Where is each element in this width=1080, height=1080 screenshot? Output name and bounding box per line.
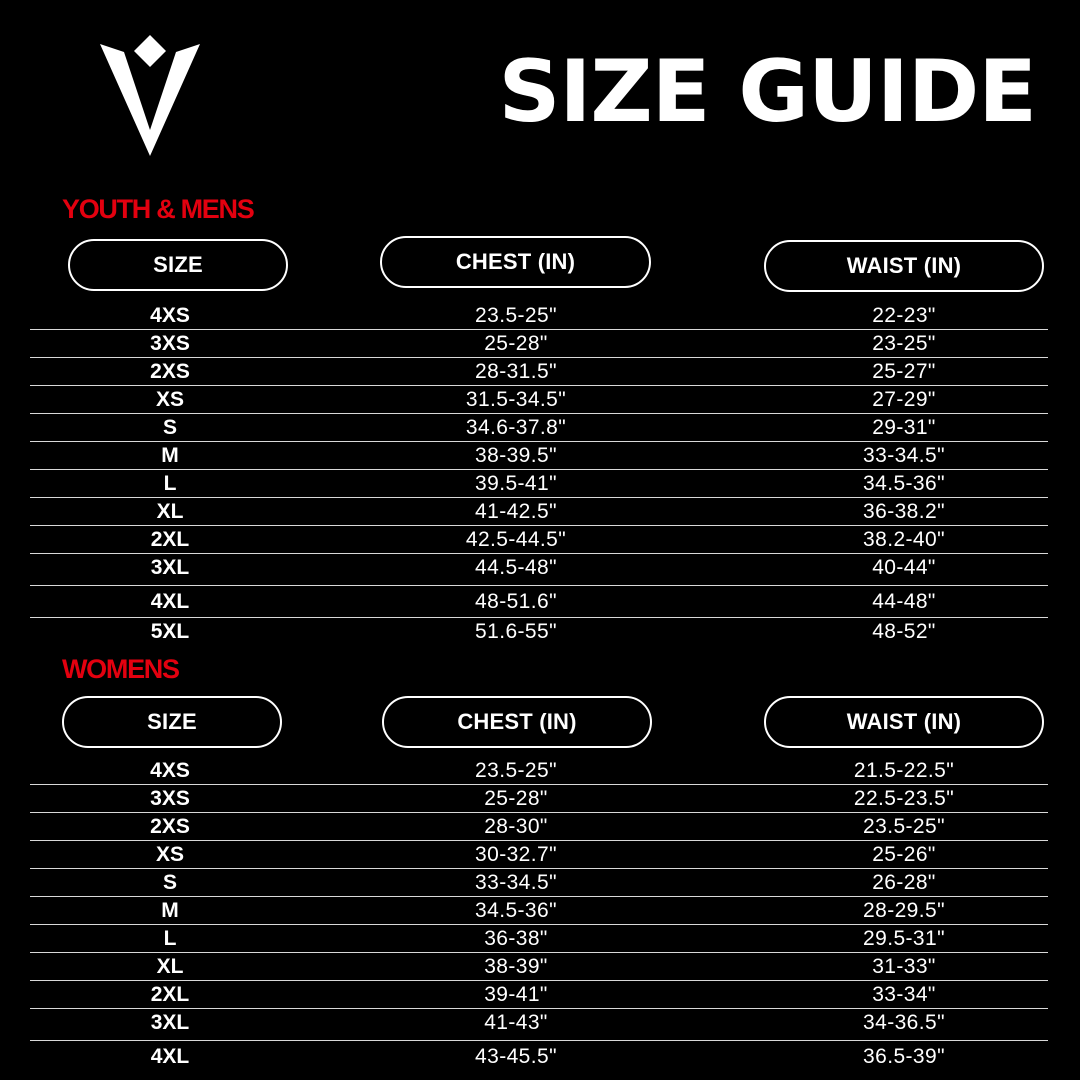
waist-cell: 23.5-25" <box>863 815 945 838</box>
waist-cell: 23-25" <box>872 332 936 355</box>
table-row <box>30 526 1048 554</box>
size-cell: L <box>163 472 177 495</box>
waist-cell: 44-48" <box>872 590 936 613</box>
size-cell: M <box>161 444 179 467</box>
waist-cell: 38.2-40" <box>863 528 945 551</box>
size-cell: XS <box>155 843 184 866</box>
section-title: WOMENS <box>62 654 179 684</box>
chest-cell: 23.5-25" <box>475 304 557 327</box>
size-cell: 3XS <box>150 332 190 355</box>
chest-cell: 44.5-48" <box>475 556 557 579</box>
brand-chevron-logo-icon <box>96 32 204 160</box>
chest-cell: 31.5-34.5" <box>465 388 567 411</box>
table-row <box>30 757 1048 785</box>
waist-cell: 22-23" <box>872 304 936 327</box>
size-cell: 2XL <box>150 528 190 551</box>
chest-cell: 25-28" <box>484 787 548 810</box>
size-cell: 2XS <box>150 360 190 383</box>
chest-cell: 30-32.7" <box>475 843 557 866</box>
waist-cell: 33-34" <box>872 983 936 1006</box>
column-header-waist: WAIST (IN) <box>764 696 1044 748</box>
chest-cell: 38-39.5" <box>475 444 557 467</box>
table-row <box>30 386 1048 414</box>
waist-cell: 25-27" <box>872 360 936 383</box>
waist-cell: 34.5-36" <box>863 472 945 495</box>
waist-cell: 21.5-22.5" <box>853 759 955 782</box>
table-row <box>30 813 1048 841</box>
table-row <box>30 1009 1048 1041</box>
waist-cell: 48-52" <box>872 620 936 643</box>
chest-cell: 41-42.5" <box>475 500 557 523</box>
table-row <box>30 869 1048 897</box>
size-cell: 4XS <box>150 304 190 327</box>
chest-cell: 48-51.6" <box>475 590 557 613</box>
chest-cell: 36-38" <box>484 927 548 950</box>
size-cell: S <box>162 416 177 439</box>
table-row <box>30 330 1048 358</box>
page-title: SIZE GUIDE <box>498 42 1036 142</box>
waist-cell: 36.5-39" <box>863 1045 945 1068</box>
waist-cell: 36-38.2" <box>863 500 945 523</box>
table-row <box>30 785 1048 813</box>
waist-cell: 31-33" <box>872 955 936 978</box>
table-row <box>30 618 1048 646</box>
size-cell: S <box>162 871 177 894</box>
size-cell: 4XS <box>150 759 190 782</box>
table-row <box>30 442 1048 470</box>
size-cell: 2XL <box>150 983 190 1006</box>
waist-cell: 33-34.5" <box>863 444 945 467</box>
column-header-chest: CHEST (IN) <box>380 236 651 288</box>
size-cell: L <box>163 927 177 950</box>
size-cell: 4XL <box>150 590 190 613</box>
waist-cell: 28-29.5" <box>863 899 945 922</box>
waist-cell: 29-31" <box>872 416 936 439</box>
size-cell: M <box>161 899 179 922</box>
table-row <box>30 302 1048 330</box>
column-header-size: SIZE <box>62 696 282 748</box>
chest-cell: 39.5-41" <box>475 472 557 495</box>
waist-cell: 40-44" <box>872 556 936 579</box>
table-row <box>30 498 1048 526</box>
waist-cell: 34-36.5" <box>863 1011 945 1034</box>
column-header-size: SIZE <box>68 239 288 291</box>
chest-cell: 41-43" <box>484 1011 548 1034</box>
size-cell: 3XL <box>150 1011 190 1034</box>
waist-cell: 22.5-23.5" <box>853 787 955 810</box>
chest-cell: 34.5-36" <box>475 899 557 922</box>
table-row <box>30 414 1048 442</box>
size-cell: XL <box>156 500 184 523</box>
chest-cell: 51.6-55" <box>475 620 557 643</box>
size-cell: 3XL <box>150 556 190 579</box>
waist-cell: 25-26" <box>872 843 936 866</box>
table-row <box>30 1043 1048 1071</box>
chest-cell: 42.5-44.5" <box>465 528 567 551</box>
table-row <box>30 586 1048 618</box>
waist-cell: 27-29" <box>872 388 936 411</box>
size-cell: 2XS <box>150 815 190 838</box>
size-cell: 5XL <box>150 620 190 643</box>
waist-cell: 29.5-31" <box>863 927 945 950</box>
size-cell: 3XS <box>150 787 190 810</box>
chest-cell: 34.6-37.8" <box>465 416 567 439</box>
chest-cell: 43-45.5" <box>475 1045 557 1068</box>
section-title: YOUTH & MENS <box>62 194 254 224</box>
table-row <box>30 841 1048 869</box>
chest-cell: 38-39" <box>484 955 548 978</box>
table-row <box>30 981 1048 1009</box>
waist-cell: 26-28" <box>872 871 936 894</box>
chest-cell: 28-30" <box>484 815 548 838</box>
table-row <box>30 897 1048 925</box>
chest-cell: 25-28" <box>484 332 548 355</box>
table-row <box>30 925 1048 953</box>
table-row <box>30 953 1048 981</box>
chest-cell: 33-34.5" <box>475 871 557 894</box>
table-row <box>30 358 1048 386</box>
size-section-youth-mens <box>0 194 1080 654</box>
column-header-chest: CHEST (IN) <box>382 696 652 748</box>
chest-cell: 28-31.5" <box>475 360 557 383</box>
table-row <box>30 554 1048 586</box>
size-cell: XL <box>156 955 184 978</box>
size-section-womens <box>0 654 1080 1080</box>
size-cell: XS <box>155 388 184 411</box>
chest-cell: 39-41" <box>484 983 548 1006</box>
column-header-waist: WAIST (IN) <box>764 240 1044 292</box>
table-row <box>30 470 1048 498</box>
chest-cell: 23.5-25" <box>475 759 557 782</box>
size-cell: 4XL <box>150 1045 190 1068</box>
